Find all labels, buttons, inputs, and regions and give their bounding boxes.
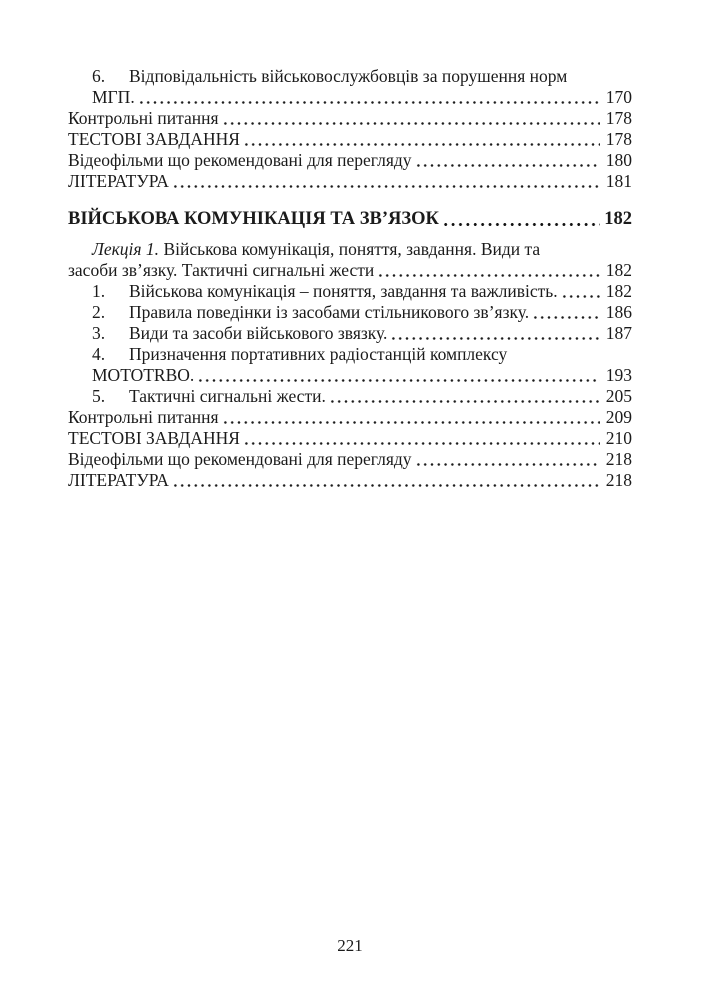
dot-leader (329, 400, 600, 403)
toc-entry (68, 260, 632, 281)
dot-leader (561, 295, 600, 298)
dot-leader (243, 143, 600, 146)
entry-title: ВІЙСЬКОВА КОМУНІКАЦІЯ ТА ЗВ’ЯЗОК (68, 209, 439, 229)
entry-page-number: 210 (605, 428, 632, 448)
entry-title: Відеофільми що рекомендовані для перегляду (68, 449, 412, 469)
toc-entry (68, 171, 632, 192)
entry-title: Види та засоби військового звязку. (129, 323, 388, 343)
entry-page-number: 218 (605, 470, 632, 490)
entry-page-number: 218 (605, 449, 632, 469)
dot-leader (377, 274, 600, 277)
dot-leader (243, 442, 600, 445)
toc-entry (68, 470, 632, 491)
entry-page-number: 180 (605, 150, 632, 170)
entry-title: МГП. (92, 87, 135, 107)
toc-entry (68, 428, 632, 449)
entry-title: Відеофільми що рекомендовані для перегляду (68, 150, 412, 170)
entry-title: ТЕСТОВІ ЗАВДАННЯ (68, 428, 240, 448)
toc-entry (68, 150, 632, 171)
entry-title: Відповідальність військовослужбовців за порушення норм (129, 66, 568, 86)
entry-title: Військова комунікація – поняття, завдання та важливість. (129, 281, 558, 301)
entry-page-number: 205 (605, 386, 632, 406)
toc-entry (68, 129, 632, 150)
entry-title: Лекція 1. Військова комунікація, поняття, завдання. Види та (92, 239, 541, 259)
dot-leader (172, 484, 600, 487)
entry-title: засоби зв’язку. Тактичні сигнальні жести (68, 260, 375, 280)
entry-page-number: 186 (605, 302, 632, 322)
entry-number: 6. (92, 66, 106, 86)
dot-leader (138, 101, 600, 104)
dot-leader (442, 223, 600, 226)
dot-leader (222, 421, 600, 424)
entry-page-number: 178 (605, 108, 632, 128)
entry-page-number: 182 (605, 260, 632, 280)
entry-page-number: 170 (605, 87, 632, 107)
dot-leader (415, 164, 600, 167)
dot-leader (532, 316, 600, 319)
dot-leader (415, 463, 600, 466)
entry-title: Контрольні питання (68, 108, 219, 128)
toc-entry (68, 66, 632, 87)
toc-entry (68, 386, 632, 407)
entry-title: ТЕСТОВІ ЗАВДАННЯ (68, 129, 240, 149)
entry-number: 1. (92, 281, 106, 301)
entry-page-number: 178 (605, 129, 632, 149)
toc-entry (68, 449, 632, 470)
dot-leader (222, 122, 600, 125)
entry-page-number: 187 (605, 323, 632, 343)
toc-entry (68, 87, 632, 108)
toc-entry (68, 239, 632, 260)
toc-entry (68, 281, 632, 302)
footer-page-number: 221 (337, 936, 363, 955)
dot-leader (390, 337, 600, 340)
entry-page-number: 209 (605, 407, 632, 427)
table-of-contents (68, 66, 632, 491)
toc-entry (68, 344, 632, 365)
entry-number: 3. (92, 323, 106, 343)
entry-title: Тактичні сигнальні жести. (129, 386, 326, 406)
dot-leader (172, 185, 600, 188)
entry-page-number: 181 (605, 171, 632, 191)
toc-entry (68, 365, 632, 386)
toc-entry (68, 108, 632, 129)
entry-title: Призначення портативних радіостанцій комплексу (129, 344, 508, 364)
entry-number: 5. (92, 386, 106, 406)
entry-number: 4. (92, 344, 106, 364)
entry-page-number: 193 (605, 365, 632, 385)
toc-entry (68, 323, 632, 344)
entry-page-number: 182 (605, 281, 632, 301)
entry-number: 2. (92, 302, 106, 322)
toc-entry (68, 302, 632, 323)
entry-title: MOTOTRBO. (92, 365, 195, 385)
entry-title: ЛІТЕРАТУРА (68, 171, 169, 191)
entry-title: ЛІТЕРАТУРА (68, 470, 169, 490)
entry-title: Контрольні питання (68, 407, 219, 427)
entry-title: Правила поведінки із засобами стільникового зв’язку. (129, 302, 530, 322)
dot-leader (197, 379, 600, 382)
lecture-label: Лекція 1. (92, 239, 160, 259)
toc-entry (68, 407, 632, 428)
toc-chapter-heading (68, 208, 632, 230)
entry-page-number: 182 (604, 209, 632, 229)
